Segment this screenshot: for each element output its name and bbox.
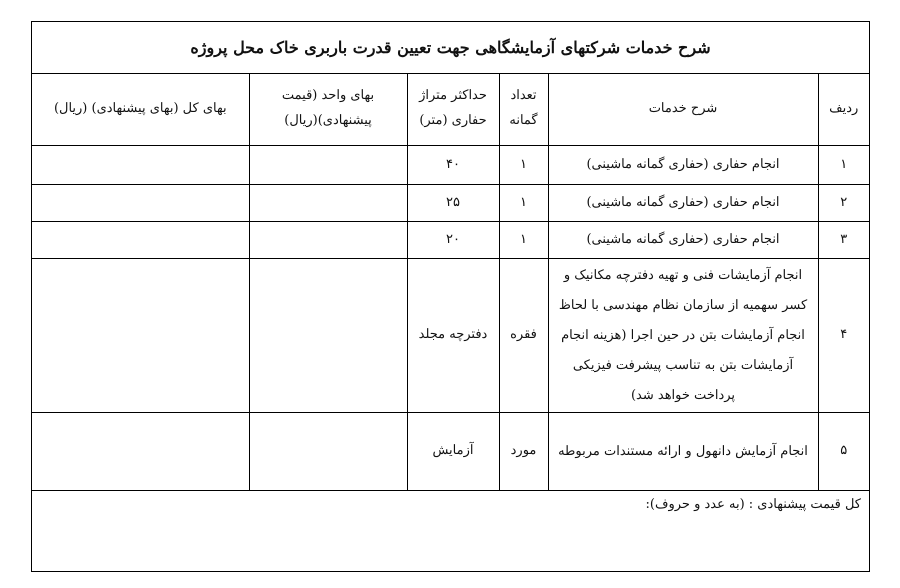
services-table-frame — [31, 21, 870, 572]
row-total-price — [32, 413, 249, 491]
row-unit-price — [249, 185, 407, 222]
row-no: ۲ — [818, 185, 869, 222]
header-depth: حداکثر متراژ حفاری (متر) — [407, 73, 499, 146]
row-service: انجام حفاری (حفاری گمانه ماشینی) — [548, 185, 818, 222]
total-price-label: کل قیمت پیشنهادی : (به عدد و حروف): — [645, 497, 861, 512]
table-title: شرح خدمات شرکتهای آزمایشگاهی جهت تعیین قدرت باربری خاک محل پروژه — [32, 22, 869, 74]
row-count: ۱ — [499, 222, 548, 259]
row-unit-price — [249, 222, 407, 259]
row-no: ۴ — [818, 259, 869, 413]
table-row — [32, 146, 869, 185]
row-unit-price — [249, 146, 407, 185]
row-service: انجام آزمایشات فنی و تهیه دفترچه مکانیک و کسر سهمیه از سازمان نظام مهندسی با لحاظ انجام آزمایشات بتن در حین اجرا (هزینه انجام آزمایشات بتن به تناسب پیشرفت فیزیکی پرداخت خواهد شد) — [548, 259, 818, 413]
row-unit-price — [249, 413, 407, 491]
header-row-no: ردیف — [818, 73, 869, 146]
header-service: شرح خدمات — [548, 73, 818, 146]
row-count: ۱ — [499, 185, 548, 222]
row-depth: دفترچه مجلد — [407, 259, 499, 413]
header-count: تعداد گمانه — [499, 73, 548, 146]
row-count: ۱ — [499, 146, 548, 185]
row-count: مورد — [499, 413, 548, 491]
services-table — [32, 73, 869, 491]
row-total-price — [32, 259, 249, 413]
row-service: انجام حفاری (حفاری گمانه ماشینی) — [548, 146, 818, 185]
row-total-price — [32, 222, 249, 259]
row-total-price — [32, 185, 249, 222]
row-service: انجام آزمایش دانهول و ارائه مستندات مربوطه — [548, 413, 818, 491]
row-no: ۳ — [818, 222, 869, 259]
header-total-price: بهای کل (بهای پیشنهادی) (ریال) — [32, 73, 249, 146]
row-unit-price — [249, 259, 407, 413]
table-row — [32, 185, 869, 222]
table-row — [32, 259, 869, 413]
row-no: ۱ — [818, 146, 869, 185]
row-total-price — [32, 146, 249, 185]
row-no: ۵ — [818, 413, 869, 491]
header-unit-price: بهای واحد (قیمت پیشنهادی)(ریال) — [249, 73, 407, 146]
table-row — [32, 222, 869, 259]
row-depth: ۴۰ — [407, 146, 499, 185]
row-service: انجام حفاری (حفاری گمانه ماشینی) — [548, 222, 818, 259]
table-row — [32, 413, 869, 491]
row-depth: ۲۵ — [407, 185, 499, 222]
header-row — [32, 73, 869, 146]
row-depth: ۲۰ — [407, 222, 499, 259]
row-depth: آزمایش — [407, 413, 499, 491]
row-count: فقره — [499, 259, 548, 413]
